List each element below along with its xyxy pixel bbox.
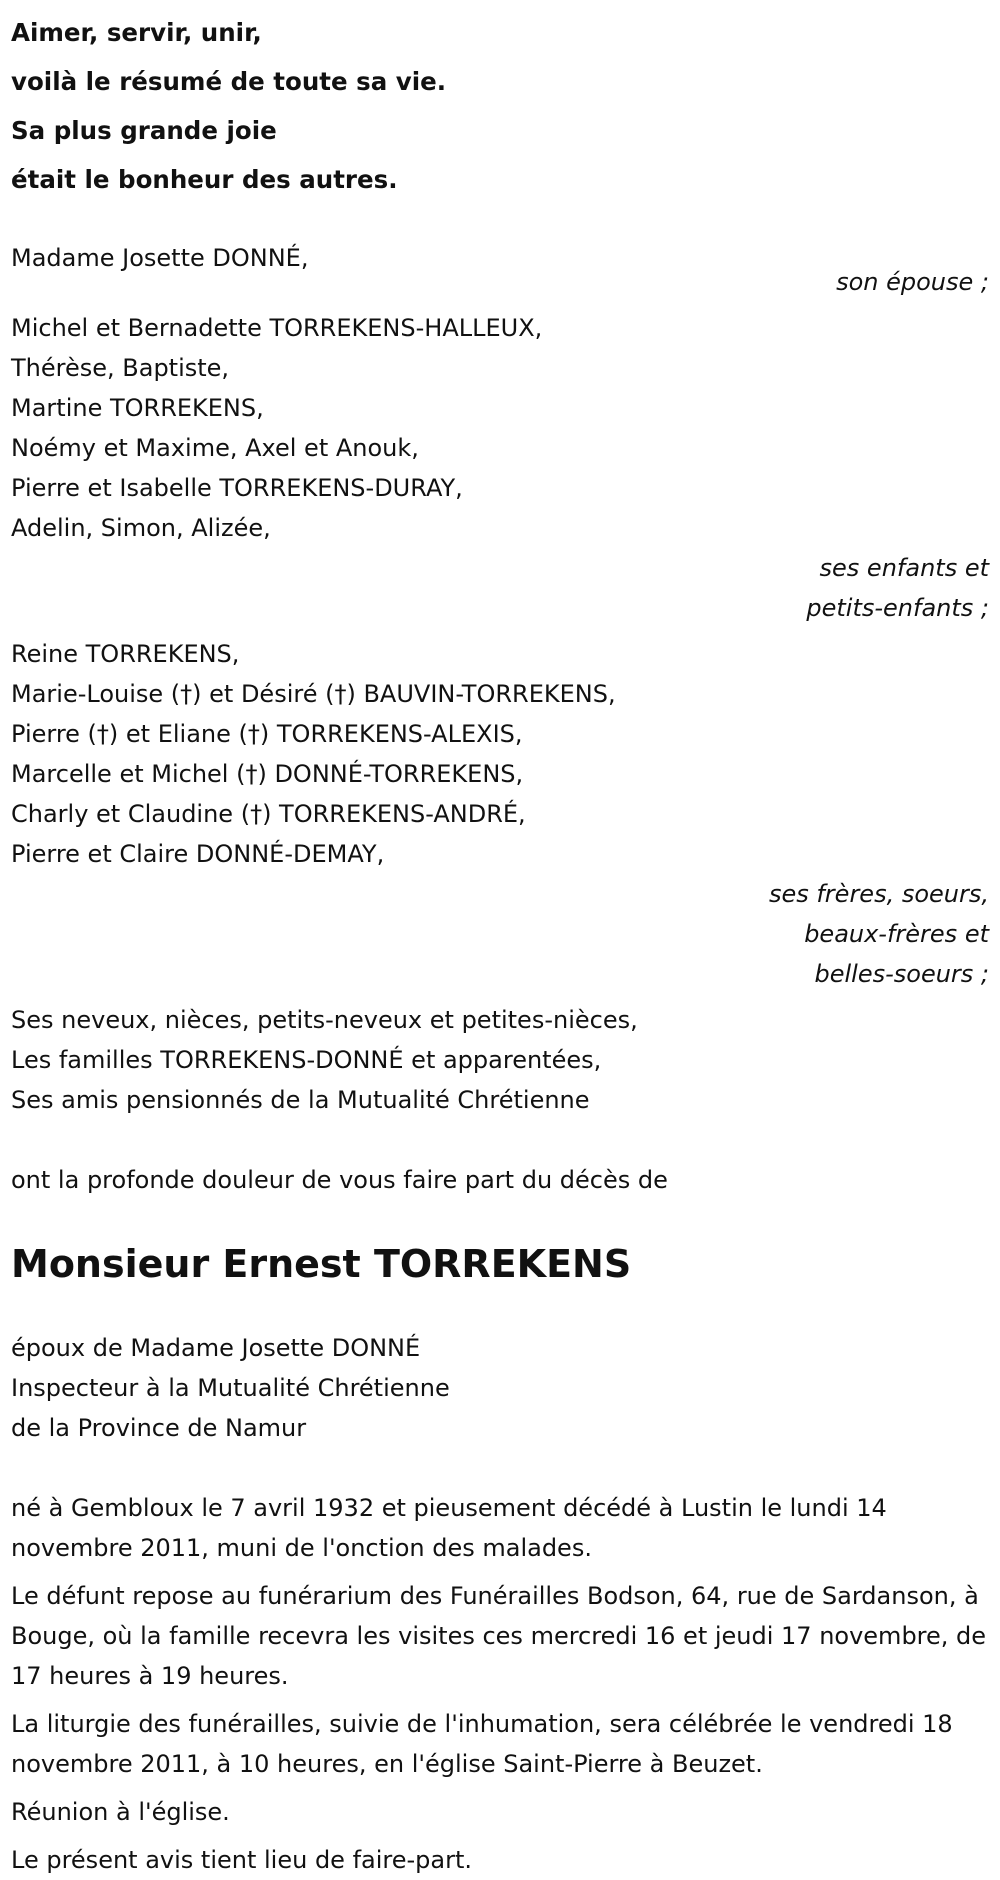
family-line: Adelin, Simon, Alizée, (11, 514, 271, 542)
relation-label: son épouse ; (836, 268, 989, 296)
verse-block (11, 8, 989, 204)
family-line: Marie-Louise (†) et Désiré (†) BAUVIN-TORREKENS, (11, 680, 616, 708)
family-line: Pierre et Isabelle TORREKENS-DURAY, (11, 474, 463, 502)
title-line: Inspecteur à la Mutualité Chrétienne (11, 1374, 450, 1402)
family-line: Martine TORREKENS, (11, 394, 264, 422)
spouse-group (11, 238, 989, 302)
verse-line: Aimer, servir, unir, (11, 18, 262, 47)
relation-label: petits-enfants ; (806, 594, 989, 622)
relation-label: ses enfants et (819, 554, 989, 582)
relation-label: beaux-frères et (804, 920, 989, 948)
relation-label: ses frères, soeurs, (768, 880, 989, 908)
notice-body (11, 0, 989, 1880)
deceased-titles (11, 1328, 989, 1448)
family-line: Michel et Bernadette TORREKENS-HALLEUX, (11, 314, 543, 342)
title-line: époux de Madame Josette DONNÉ (11, 1334, 421, 1362)
relation-label: belles-soeurs ; (814, 960, 989, 988)
family-line: Madame Josette DONNÉ, (11, 244, 309, 272)
family-line: Charly et Claudine (†) TORREKENS-ANDRÉ, (11, 800, 526, 828)
meeting-paragraph: Réunion à l'église. (11, 1798, 230, 1826)
others-group (11, 1000, 989, 1120)
family-line: Pierre et Claire DONNÉ-DEMAY, (11, 840, 385, 868)
announcement-intro: ont la profonde douleur de vous faire part du décès de (11, 1166, 668, 1194)
siblings-group (11, 634, 989, 994)
children-group (11, 308, 989, 628)
title-line: de la Province de Namur (11, 1414, 307, 1442)
verse-line: voilà le résumé de toute sa vie. (11, 67, 447, 96)
family-line: Noémy et Maxime, Axel et Anouk, (11, 434, 419, 462)
family-line: Ses neveux, nièces, petits-neveux et petites-nièces, (11, 1006, 638, 1034)
family-line: Marcelle et Michel (†) DONNÉ-TORREKENS, (11, 760, 524, 788)
funeral-home-paragraph: Le défunt repose au funérarium des Funérailles Bodson, 64, rue de Sardanson, à Bouge, où la famille recevra les visites ces mercredi 16 et jeudi 17 novembre, de 17 heures à 19 heures. (11, 1582, 987, 1690)
verse-line: Sa plus grande joie (11, 116, 277, 145)
deceased-name: Monsieur Ernest TORREKENS (11, 1242, 632, 1286)
family-line: Pierre (†) et Eliane (†) TORREKENS-ALEXIS, (11, 720, 523, 748)
liturgy-paragraph: La liturgie des funérailles, suivie de l'inhumation, sera célébrée le vendredi 18 novembre 2011, à 10 heures, en l'église Saint-Pierre à Beuzet. (11, 1710, 953, 1778)
notice-paragraph: Le présent avis tient lieu de faire-part. (11, 1846, 473, 1874)
verse-line: était le bonheur des autres. (11, 165, 398, 194)
family-line: Les familles TORREKENS-DONNÉ et apparentées, (11, 1046, 602, 1074)
family-line: Reine TORREKENS, (11, 640, 240, 668)
family-line: Thérèse, Baptiste, (11, 354, 230, 382)
family-line: Ses amis pensionnés de la Mutualité Chrétienne (11, 1086, 590, 1114)
birth-death-paragraph: né à Gembloux le 7 avril 1932 et pieusement décédé à Lustin le lundi 14 novembre 2011, muni de l'onction des malades. (11, 1494, 887, 1562)
